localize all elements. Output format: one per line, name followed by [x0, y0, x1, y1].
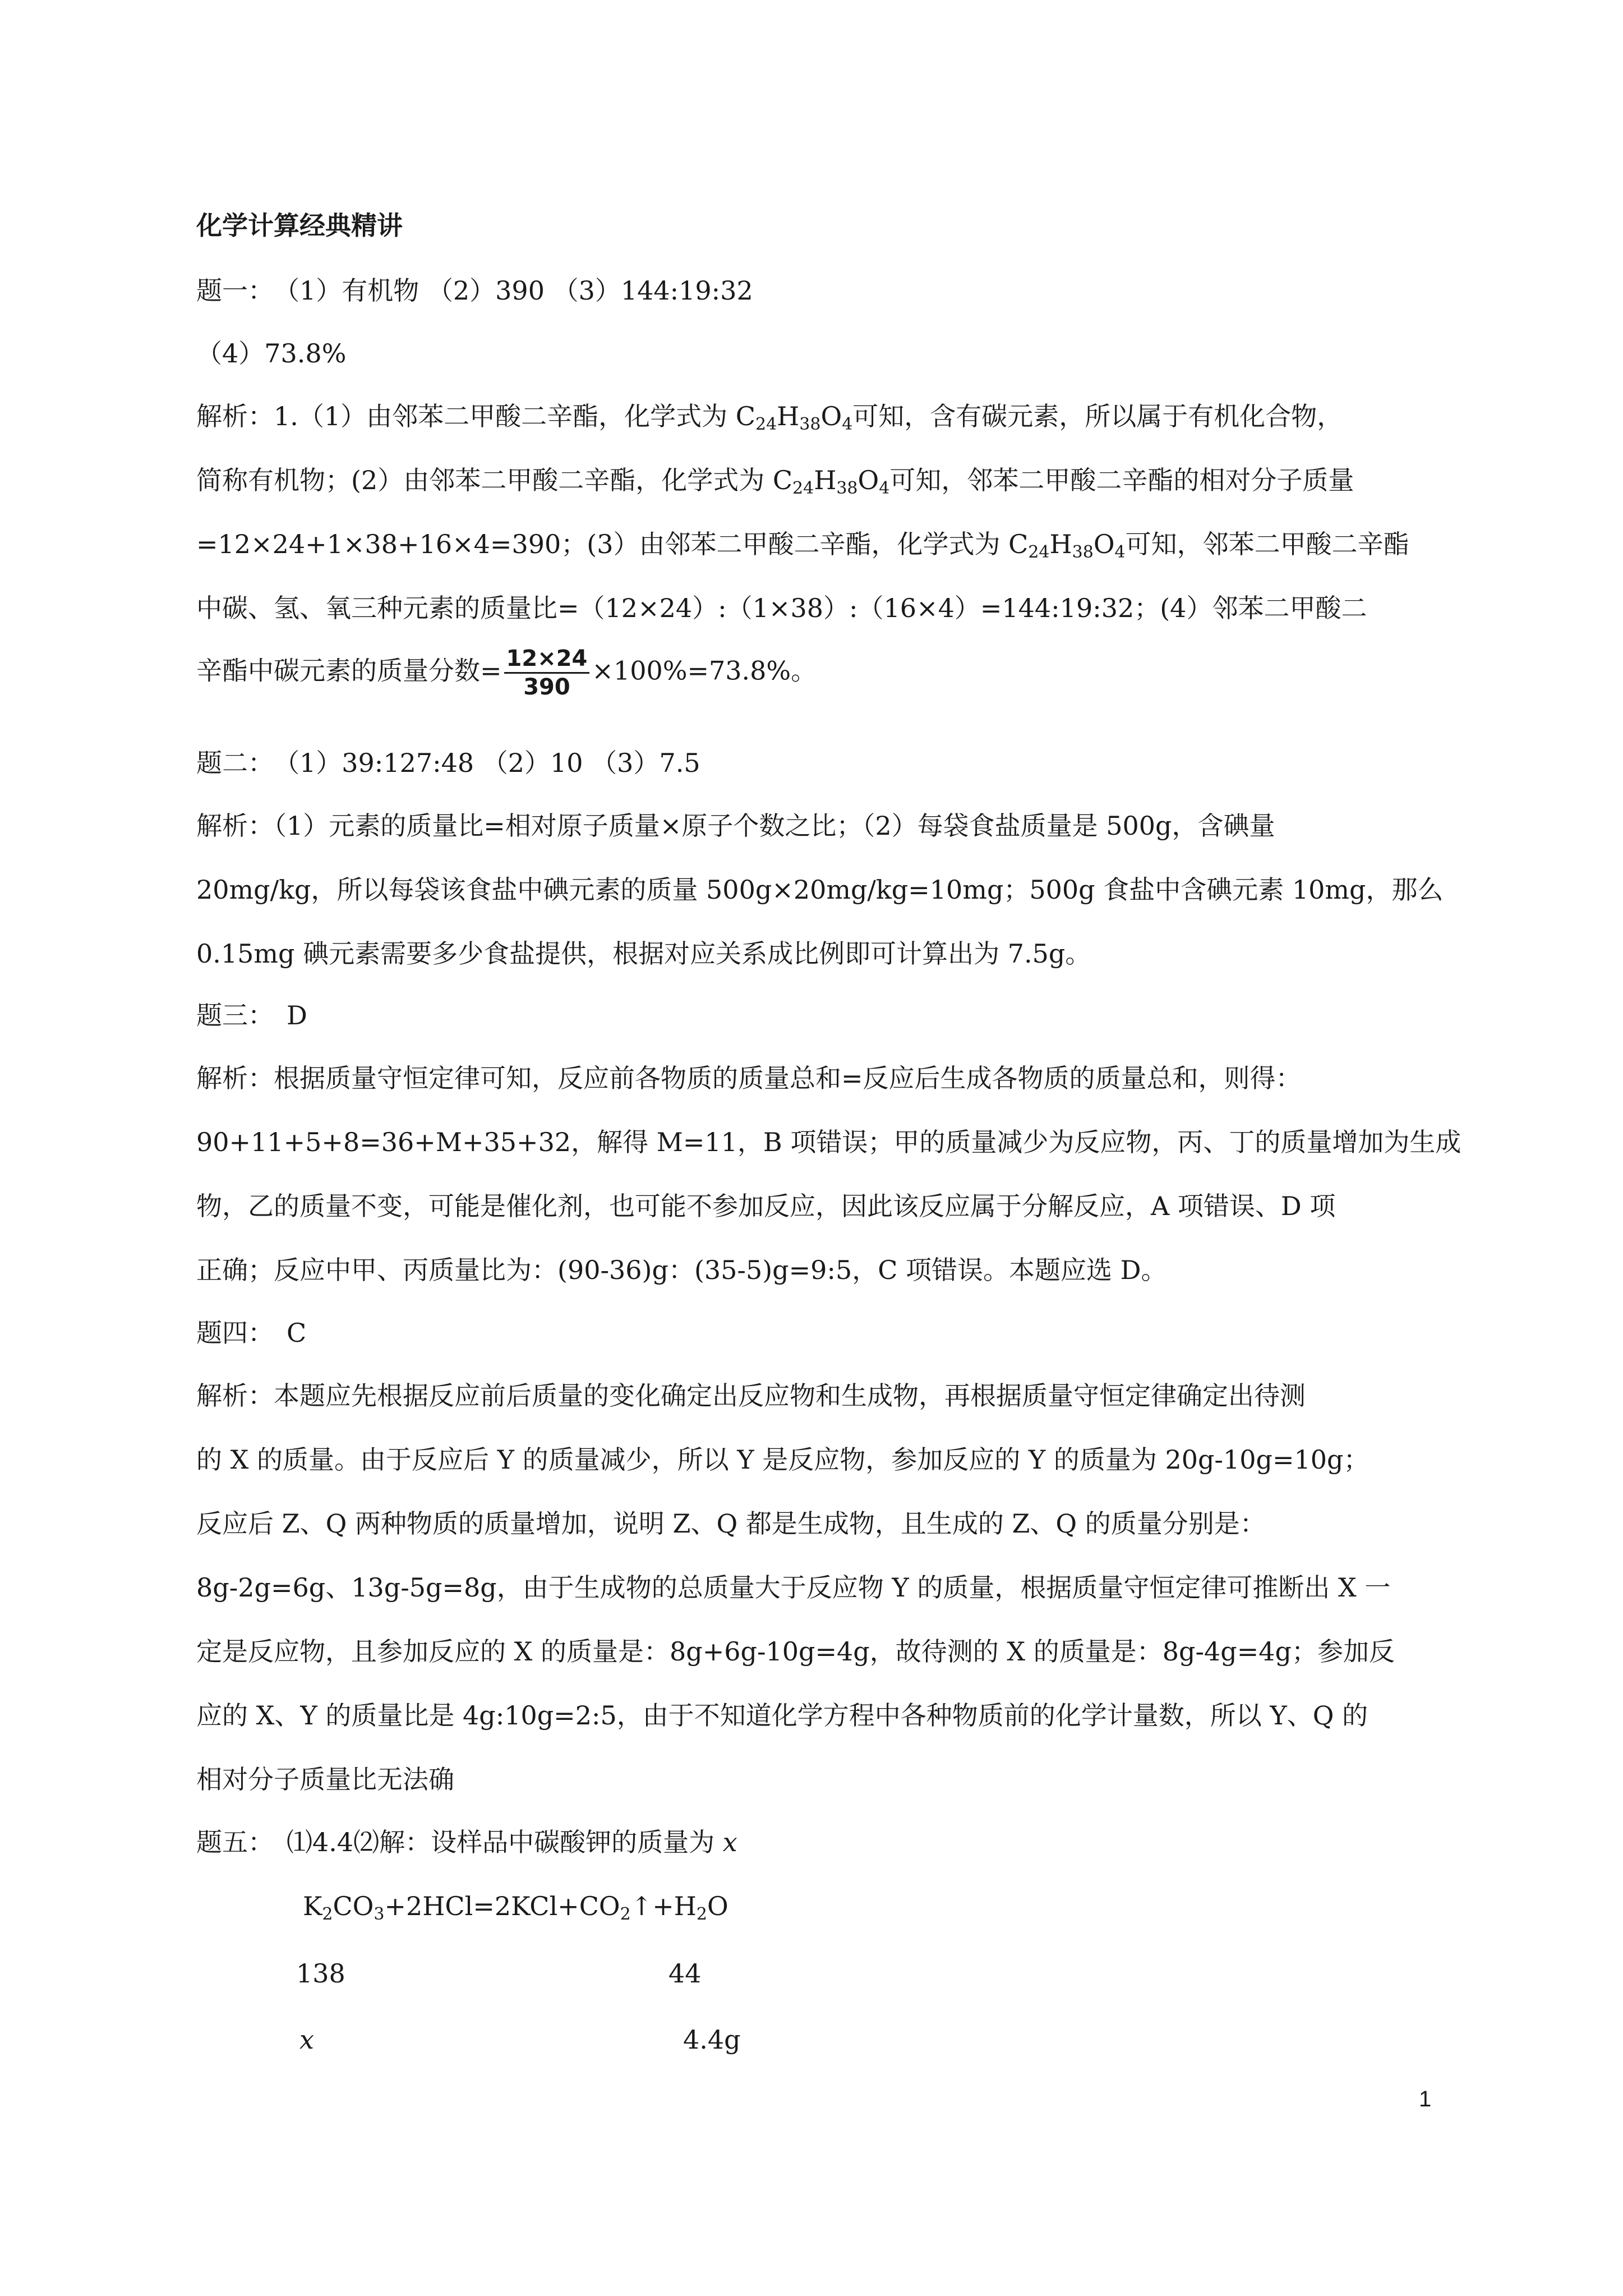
text-segment: ↑+H [630, 1891, 697, 1921]
subscript: 4 [879, 478, 890, 498]
q4-analysis-line6: 应的 X、Y 的质量比是 4g:10g=2:5，由于不知道化学方程中各种物质前的化学计量数，所以 Y、Q 的 [196, 1700, 1368, 1731]
text-segment: 可知，邻苯二甲酸二辛酯的相对分子质量 [889, 465, 1354, 495]
q1-analysis-line4: 中碳、氢、氧三种元素的质量比=（12×24）:（1×38）:（16×4）=144:19:32；(4）邻苯二甲酸二 [196, 593, 1367, 623]
text-segment: 可知，含有碳元素，所以属于有机化合物， [852, 401, 1343, 431]
text-segment: 简称有机物；(2）由邻苯二甲酸二辛酯，化学式为 C [196, 465, 793, 495]
q2-analysis-line3: 0.15mg 碘元素需要多少食盐提供，根据对应关系成比例即可计算出为 7.5g。 [196, 938, 1091, 969]
subscript: 4 [1114, 542, 1126, 562]
q3-analysis-line3: 物，乙的质量不变，可能是催化剂，也可能不参加反应，因此该反应属于分解反应，A 项错误、D 项 [196, 1191, 1336, 1221]
subscript: 38 [836, 478, 858, 498]
subscript: 38 [1072, 542, 1094, 562]
subscript: 4 [842, 415, 853, 434]
subscript: 3 [374, 1904, 385, 1924]
text-segment: O [857, 465, 879, 495]
text-segment: =12×24+1×38+16×4=390；(3）由邻苯二甲酸二辛酯，化学式为 C [196, 529, 1029, 559]
text-segment: 可知，邻苯二甲酸二辛酯 [1125, 529, 1409, 559]
subscript: 2 [620, 1904, 631, 1924]
q4-analysis-line4: 8g-2g=6g、13g-5g=8g，由于生成物的总质量大于反应物 Y 的质量，根据质量守恒定律可推断出 X 一 [196, 1572, 1391, 1603]
subscript: 24 [1028, 542, 1050, 562]
ratio-row2-left: x [299, 2024, 314, 2055]
text-segment: H [777, 401, 800, 431]
q2-analysis-line2: 20mg/kg，所以每袋该食盐中碘元素的质量 500g×20mg/kg=10mg；500g 食盐中含碘元素 10mg，那么 [196, 875, 1444, 905]
q3-answer: 题三： D [196, 1000, 307, 1030]
text-segment: H [814, 465, 837, 495]
q4-analysis-line1: 解析：本题应先根据反应前后质量的变化确定出反应物和生成物，再根据质量守恒定律确定出待测 [196, 1381, 1306, 1411]
q2-answer: 题二： （1）39:127:48 （2）10 （3）7.5 [196, 748, 700, 778]
document-title: 化学计算经典精讲 [196, 210, 403, 241]
q1-analysis-line5 [196, 645, 817, 701]
q5-answer [196, 1825, 737, 1859]
chemical-equation [303, 1889, 728, 1923]
q1-answer-cont: （4）73.8% [196, 338, 347, 369]
q3-analysis-line2: 90+11+5+8=36+M+35+32，解得 M=11，B 项错误；甲的质量减少为反应物，丙、丁的质量增加为生成 [196, 1127, 1461, 1157]
q4-answer: 题四： C [196, 1318, 307, 1348]
fraction [504, 645, 590, 701]
page-number: 1 [1419, 2087, 1432, 2111]
text-segment: H [1049, 529, 1072, 559]
text-segment: CO [333, 1891, 374, 1921]
fraction-numerator: 12×24 [504, 645, 590, 674]
text-segment: 辛酯中碳元素的质量分数= [196, 655, 502, 686]
q3-analysis-line4: 正确；反应中甲、丙质量比为：(90-36)g：(35-5)g=9:5，C 项错误。本题应选 D。 [196, 1255, 1167, 1285]
subscript: 24 [792, 478, 814, 498]
subscript: 38 [799, 415, 821, 434]
text-segment: +2HCl=2KCl+CO [384, 1891, 620, 1921]
subscript: 2 [322, 1904, 333, 1924]
subscript: 2 [696, 1904, 708, 1924]
q4-analysis-line2: 的 X 的质量。由于反应后 Y 的质量减少，所以 Y 是反应物，参加反应的 Y 的质量为 20g-10g=10g； [196, 1444, 1370, 1475]
q1-analysis-line1 [196, 399, 1343, 433]
q4-analysis-line3: 反应后 Z、Q 两种物质的质量增加，说明 Z、Q 都是生成物，且生成的 Z、Q 的质量分别是： [196, 1508, 1266, 1539]
q4-analysis-line7: 相对分子质量比无法确 [196, 1764, 454, 1795]
q1-analysis-line2 [196, 463, 1354, 497]
text-segment: O [1093, 529, 1115, 559]
q2-analysis-line1: 解析：（1）元素的质量比=相对原子质量×原子个数之比；（2）每袋食盐质量是 500g，含碘量 [196, 811, 1275, 841]
q1-analysis-line3 [196, 527, 1409, 561]
subscript: 24 [755, 415, 777, 434]
text-segment: K [303, 1891, 322, 1921]
ratio-row2-right: 4.4g [683, 2024, 741, 2055]
ratio-row1-right: 44 [668, 1958, 702, 1989]
q1-answer: 题一： （1）有机物 （2）390 （3）144:19:32 [196, 275, 753, 306]
ratio-row1-left: 138 [296, 1958, 345, 1989]
q4-analysis-line5: 定是反应物，且参加反应的 X 的质量是：8g+6g-10g=4g，故待测的 X 的质量是：8g-4g=4g；参加反 [196, 1636, 1395, 1667]
text-segment: ×100%=73.8%。 [592, 655, 817, 686]
fraction-denominator: 390 [523, 674, 570, 700]
q3-analysis-line1: 解析：根据质量守恒定律可知，反应前各物质的质量总和=反应后生成各物质的质量总和，则得： [196, 1063, 1302, 1093]
text-segment: 解析：1.（1）由邻苯二甲酸二辛酯，化学式为 C [196, 401, 755, 431]
text-segment: O [820, 401, 842, 431]
variable: x [722, 1827, 737, 1857]
text-segment: O [707, 1891, 728, 1921]
text-segment: 题五： ⑴4.4⑵解：设样品中碳酸钾的质量为 [196, 1827, 723, 1857]
